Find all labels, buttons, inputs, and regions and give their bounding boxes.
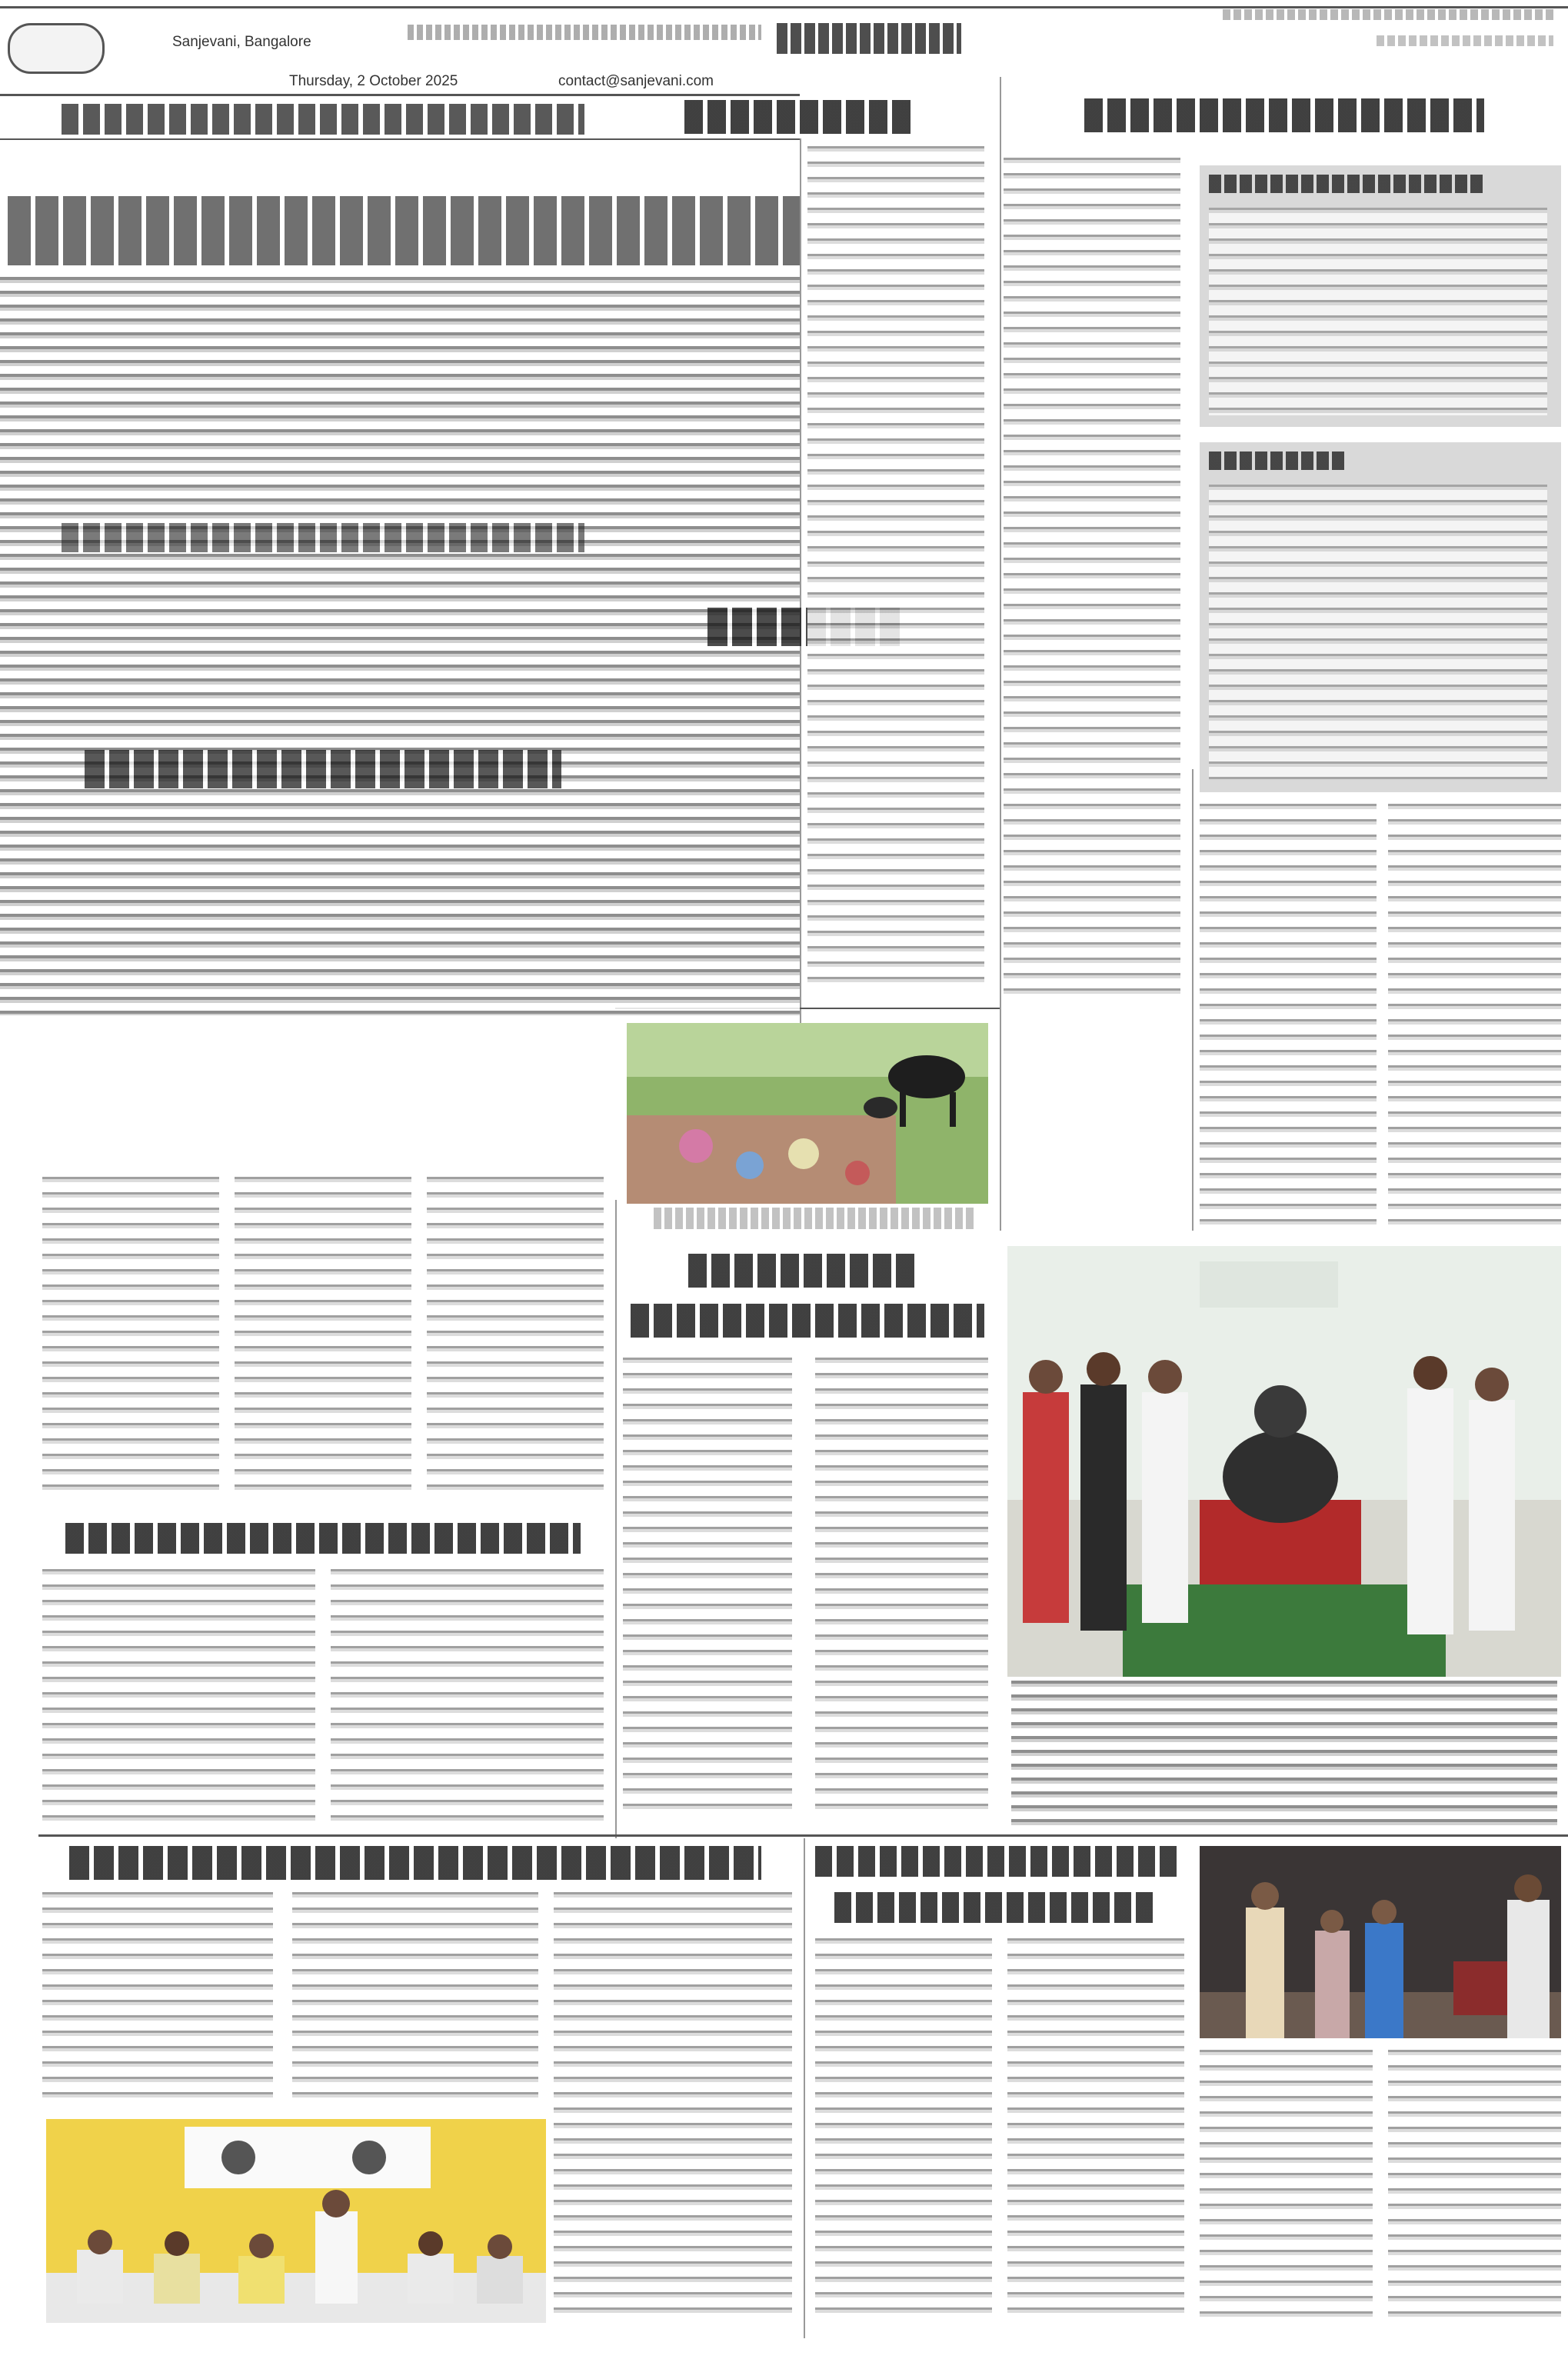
news-photo [46, 2119, 546, 2323]
story-body [42, 1177, 219, 1500]
section-rule [38, 1834, 1568, 1837]
sidebar-box-body [1209, 208, 1547, 415]
story-headline [815, 1846, 1177, 1877]
photo-meeting [46, 2119, 546, 2323]
masthead-rule-2 [0, 138, 800, 140]
story-body [1388, 804, 1561, 1227]
story-body [1388, 2050, 1561, 2323]
edition-label: Sanjevani, Bangalore [172, 34, 311, 50]
story-body [1200, 804, 1377, 1227]
header-right-meta-2 [1377, 35, 1553, 46]
story-body [1007, 1938, 1184, 2323]
story-body [807, 146, 984, 992]
column-divider [804, 1838, 805, 2338]
photo-caption [1011, 1681, 1557, 1827]
story-body [1004, 158, 1180, 996]
sidebar-box [1200, 165, 1561, 427]
header-right-meta [1223, 9, 1553, 20]
story-headline [688, 1254, 919, 1288]
photo-garbage-cow [627, 1023, 988, 1204]
story-body [331, 1569, 604, 1823]
brand-logo [777, 23, 961, 54]
top-rule [0, 6, 1568, 8]
date-line: Thursday, 2 October 2025 [289, 73, 458, 89]
story-body [623, 1358, 792, 1819]
story-headline [69, 1846, 761, 1880]
column-divider [1000, 77, 1001, 1231]
news-photo [1007, 1246, 1561, 1677]
story-body [0, 692, 800, 1015]
story-body [292, 1892, 538, 2107]
photo-stage-event [1200, 1846, 1561, 2038]
story-body [42, 1892, 273, 2107]
contact-email: contact@sanjevani.com [558, 73, 714, 89]
story-headline-2 [834, 1892, 1157, 1923]
story-body [427, 1177, 604, 1500]
story-body [554, 1892, 792, 2323]
column-divider [800, 138, 801, 1023]
story-body [235, 1177, 411, 1500]
sidebar-box-title [1209, 451, 1347, 470]
news-photo [1200, 1846, 1561, 2038]
story-body [42, 1569, 315, 1823]
photo-caption [654, 1208, 977, 1229]
subhead [62, 523, 584, 552]
masthead-logo [8, 23, 105, 74]
lead-story-body [0, 277, 800, 692]
sidebar-box-title [1209, 175, 1486, 193]
story-headline-2 [631, 1304, 984, 1338]
news-photo [627, 1023, 988, 1204]
story-body [815, 1938, 992, 2323]
story-body [1200, 2050, 1373, 2323]
masthead-rule [0, 94, 800, 96]
column-divider [1192, 769, 1193, 1231]
photo-statue-tribute [1007, 1246, 1561, 1677]
subhead-3 [85, 750, 561, 788]
story-headline [65, 1523, 581, 1554]
sidebar-box-body [1209, 485, 1547, 781]
sidebar-box [1200, 442, 1561, 792]
header-strip-text [408, 25, 761, 40]
story-headline [62, 104, 584, 135]
story-body [815, 1358, 988, 1819]
lead-headline [8, 196, 800, 265]
column-divider [615, 1200, 617, 1838]
story-headline [1084, 98, 1484, 132]
story-headline [684, 100, 915, 134]
